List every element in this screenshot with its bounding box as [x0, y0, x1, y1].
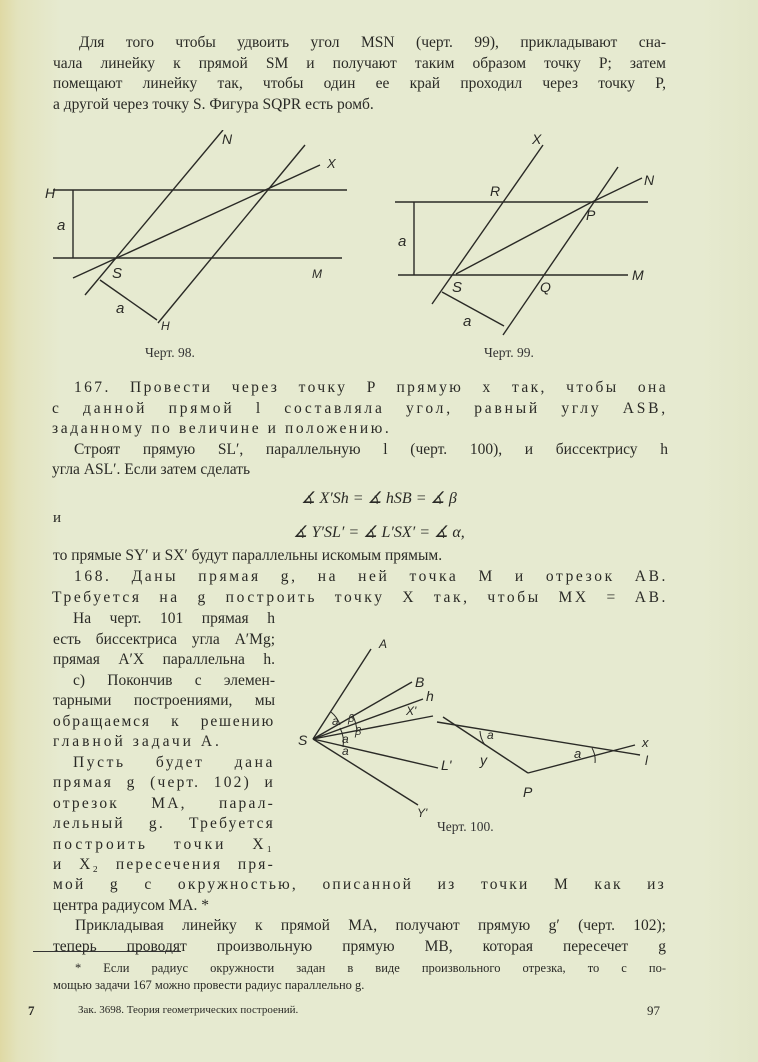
label-P: P — [586, 207, 596, 223]
label-h: h — [426, 688, 434, 704]
label-l: l — [645, 753, 648, 768]
text-line: 167. Провести через точку P прямую x так, чтобы она — [74, 379, 668, 396]
figure-98 — [20, 130, 360, 350]
text-line: * Если радиус окружности задан в виде произвольного отрезка, то с по- — [75, 961, 666, 975]
label-M: M — [312, 267, 322, 281]
problem-168 — [52, 567, 668, 608]
label-alpha-upper: a — [332, 714, 339, 728]
footnote — [53, 960, 666, 994]
text-line: тарными построениями, мы — [53, 692, 275, 709]
label-a-vertical: a — [57, 217, 66, 234]
page-number: 97 — [647, 1003, 660, 1018]
label-X: X — [327, 156, 336, 171]
label-X: X — [532, 131, 542, 147]
text-line: Прикладывая линейку к прямой MA, получают прямую g′ (черт. 102); — [75, 917, 666, 934]
text-line: 168. Даны прямая g, на ней точка M и отрезок AB. — [74, 568, 668, 585]
label-R: R — [490, 183, 501, 199]
text-line: обращаемся к решению — [53, 712, 275, 730]
text-line: с данной прямой l составляла угол, равный углу ASB, — [52, 399, 668, 417]
problem-167 — [52, 378, 668, 481]
text-line: Пусть будет дана — [73, 753, 275, 771]
text-line: отрезок MA, парал- — [53, 794, 275, 812]
text-line: прямая A′X параллельна h. — [53, 651, 275, 668]
label-y: y — [480, 752, 487, 768]
text-line: лельный g. Требуется — [53, 815, 275, 832]
label-alpha-y: a — [487, 728, 494, 742]
problem-167-conclusion — [53, 546, 666, 567]
text-line: угла ASL′. Если затем сделать — [52, 461, 251, 478]
caption-fig-100: Черт. 100. — [437, 819, 494, 834]
text-line: чала линейку к прямой SM и получают таким образом точку P; затем — [53, 54, 666, 72]
label-S: S — [112, 265, 123, 282]
text-line: Требуется на g построить точку X так, чтобы MX = AB. — [52, 588, 668, 606]
label-B: B — [415, 674, 425, 690]
paragraph-top — [53, 33, 666, 115]
figure-99 — [370, 130, 700, 350]
text-line: теперь проводят произвольную прямую MB, которая пересечет g — [53, 937, 666, 955]
text-line: помещают линейку так, чтобы один ее край проходил через точку P, — [53, 75, 666, 92]
text-line: построить точки X₁ — [53, 835, 275, 853]
label-N: N — [222, 131, 233, 147]
text-line: заданному по величине и положению. — [52, 420, 392, 437]
label-H-top: H — [45, 185, 56, 201]
label-a-perp: a — [463, 313, 472, 330]
text-line: есть биссектриса угла A′Mg; — [53, 630, 275, 648]
imprint: Зак. 3698. Теория геометрических построений. — [78, 1004, 299, 1016]
text-line: прямая g (черт. 102) и — [53, 774, 275, 791]
formula-2: ∡ Y′SL′ = ∡ L′SX′ = ∡ α, — [293, 524, 465, 541]
text-line: c) Покончив с элемен- — [73, 671, 275, 689]
conjunction-and: и — [53, 510, 62, 526]
text-line: На черт. 101 прямая h — [73, 610, 275, 627]
label-M: M — [632, 267, 644, 283]
column-text — [53, 609, 275, 876]
text-line: а другой через точку S. Фигура SQPR есть ромб. — [53, 95, 374, 113]
formula-1: ∡ X′Sh = ∡ hSB = ∡ β — [301, 490, 457, 507]
caption-fig-98: Черт. 98. — [145, 345, 195, 360]
label-L-prime: L' — [441, 757, 452, 773]
label-Q: Q — [540, 279, 551, 295]
footnote-divider — [33, 951, 181, 952]
label-H-bottom: H — [161, 319, 170, 333]
label-alpha-lower: a — [342, 744, 349, 758]
label-P: P — [523, 784, 533, 800]
label-a-vertical: a — [398, 233, 407, 250]
label-S: S — [452, 279, 463, 296]
label-N: N — [644, 172, 655, 188]
text-line: Для того чтобы удвоить угол MSN (черт. 99), прикладывают сна- — [79, 34, 666, 51]
paragraph-bottom — [53, 875, 666, 957]
text-line: то прямые SY′ и SX′ будут параллельны искомым прямым. — [53, 547, 443, 564]
text-line: мой g с окружностью, описанной из точки M как из — [53, 876, 666, 893]
text-line: и X₂ пересечения пря- — [53, 856, 275, 873]
text-line: мощью задачи 167 можно провести радиус параллельно g. — [53, 978, 365, 992]
label-x: x — [642, 735, 649, 750]
text-line: главной задачи А. — [53, 733, 222, 750]
caption-fig-99: Черт. 99. — [484, 345, 534, 360]
text-line: центра радиусом MA. * — [53, 896, 209, 914]
label-beta-upper: β — [348, 713, 355, 725]
label-alpha-x: a — [574, 746, 582, 761]
label-alpha-mid: a — [342, 732, 349, 746]
label-beta-lower: β — [355, 726, 362, 738]
label-a-perp: a — [116, 300, 125, 317]
figure-100 — [290, 615, 690, 825]
text-line: Строят прямую SL′, параллельную l (черт. 100), и биссектрису h — [74, 440, 668, 458]
label-X-prime: X' — [406, 704, 417, 718]
label-Y-prime: Y' — [417, 806, 428, 820]
label-A: A — [379, 637, 388, 651]
label-S: S — [298, 732, 308, 748]
signature-mark: 7 — [28, 1003, 35, 1018]
